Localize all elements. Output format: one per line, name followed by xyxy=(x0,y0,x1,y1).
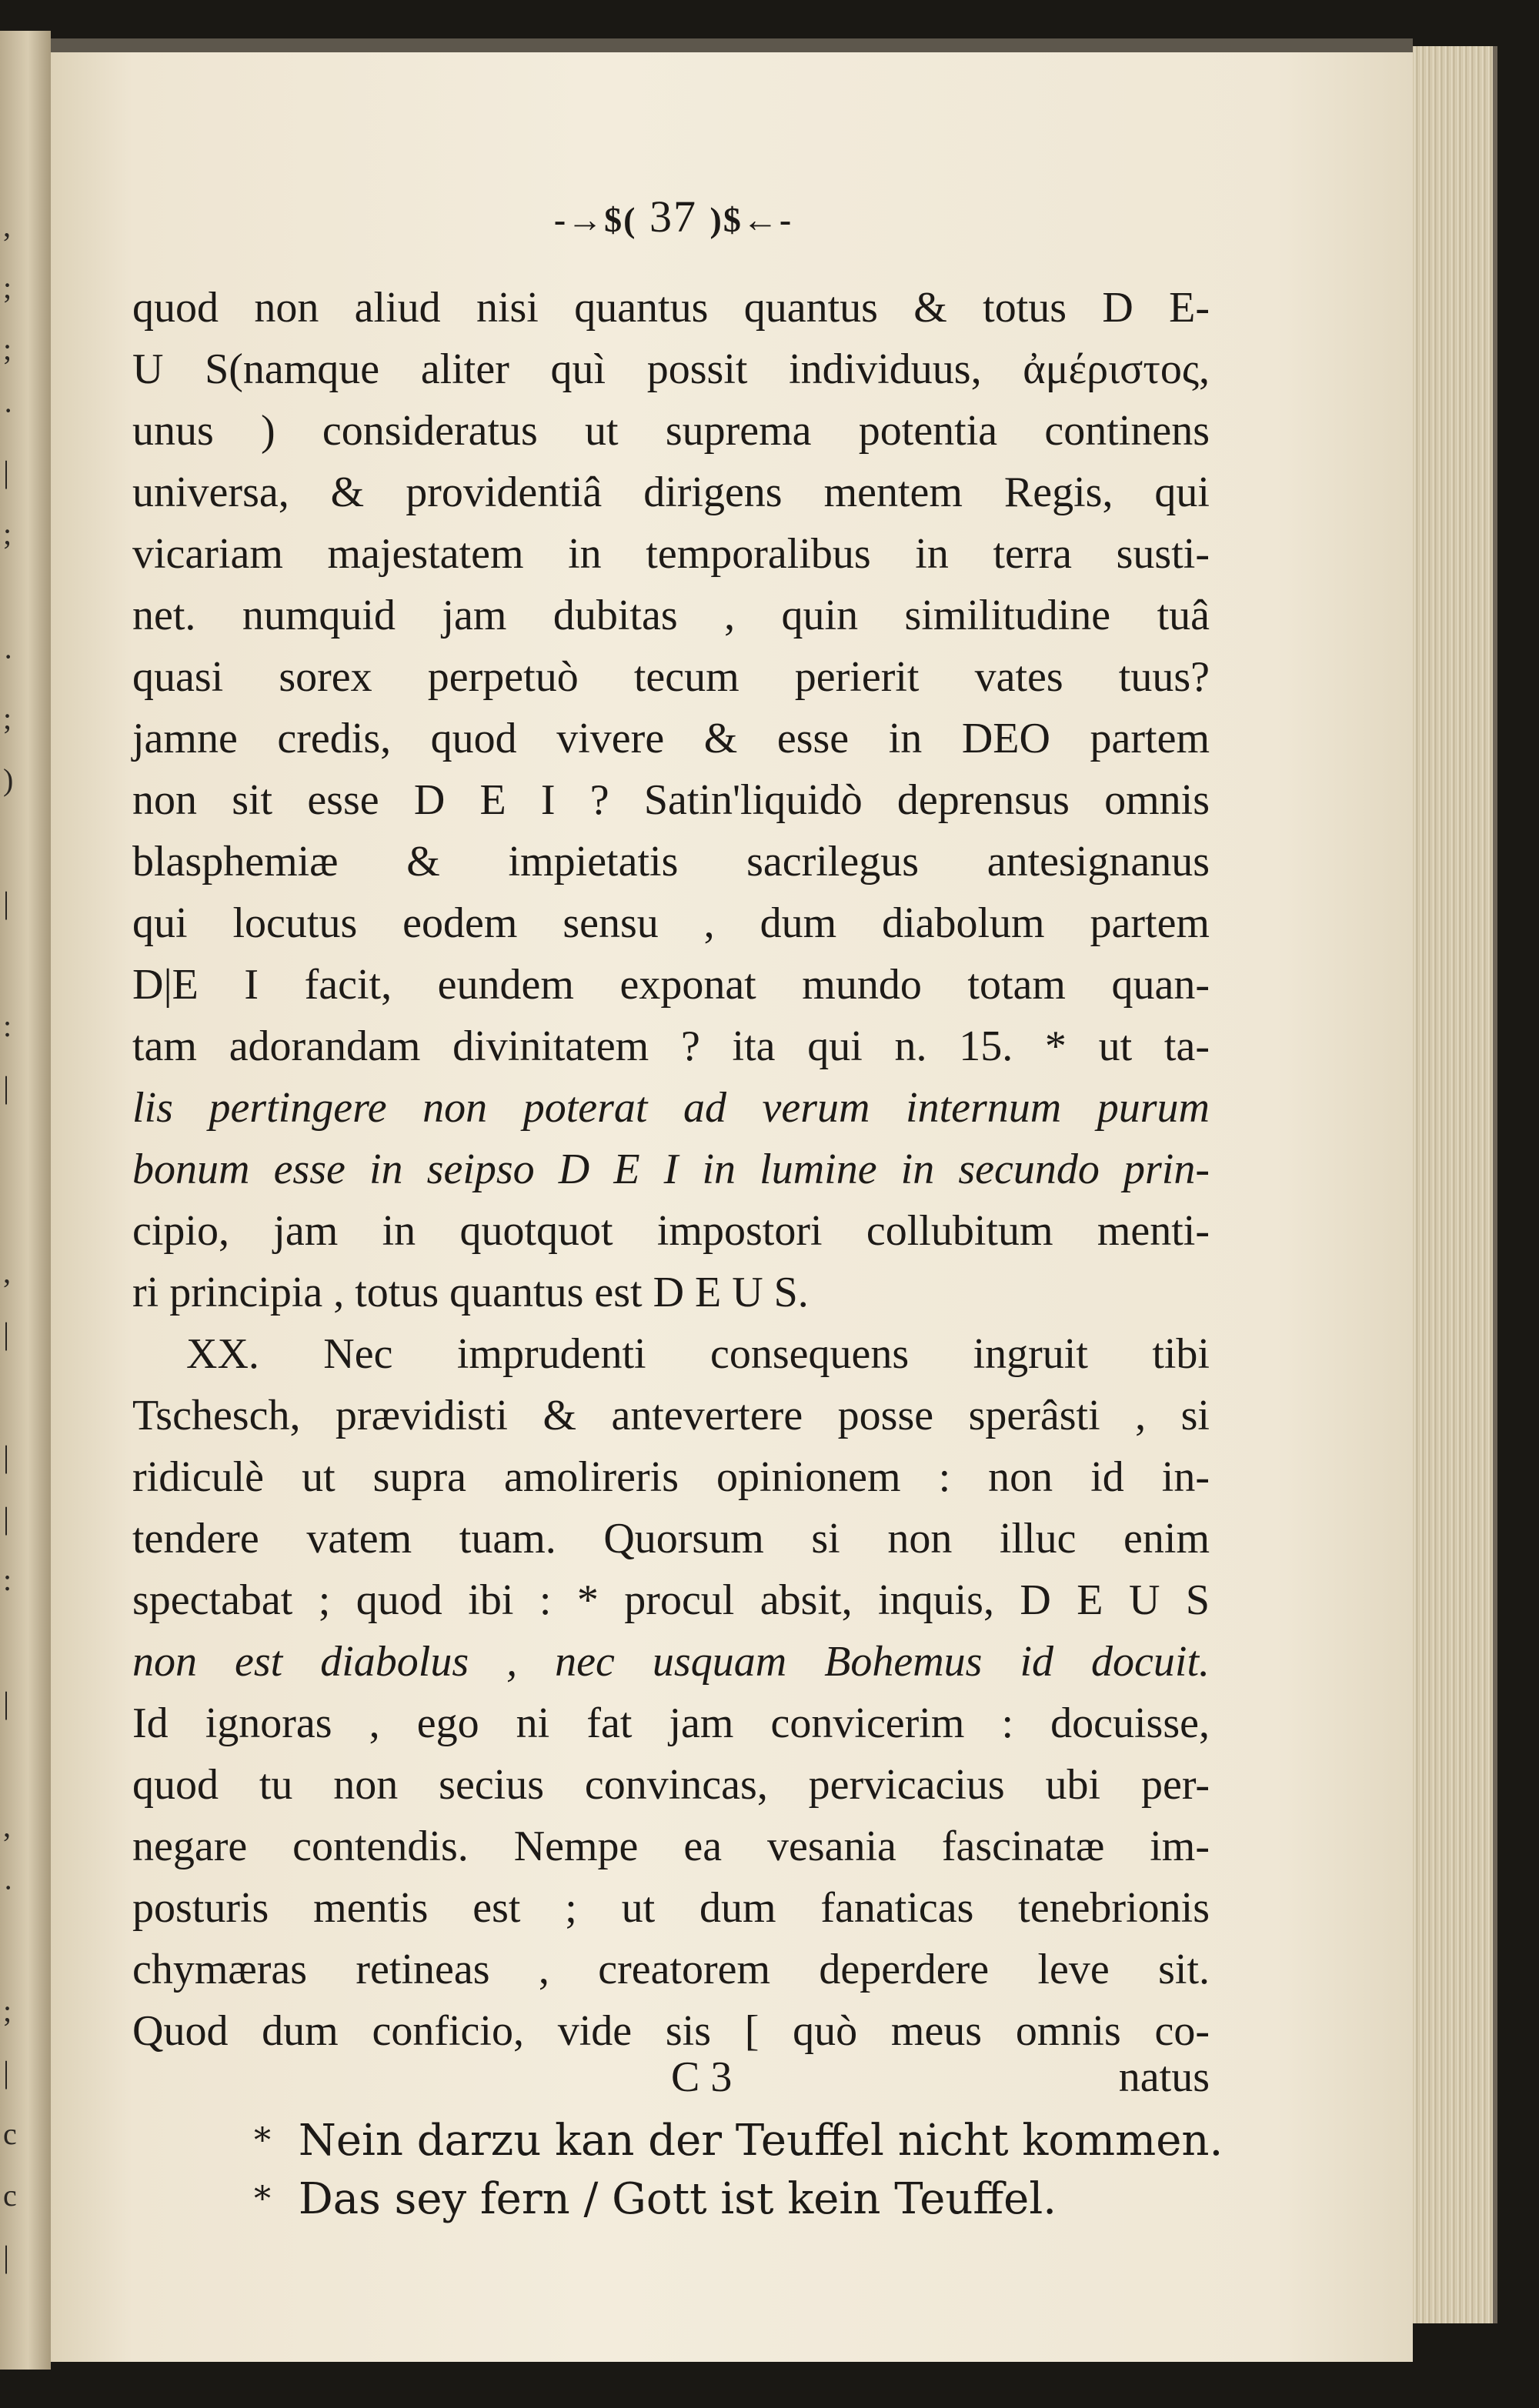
text-line: ri principia , totus quantus est D E U S. xyxy=(132,1269,809,1316)
text-line: qui locutus eodem sensu , dum diabolum partem xyxy=(132,899,1210,947)
page-number: 37 xyxy=(649,192,697,242)
text-line: vicariam majestatem in temporalibus in terra susti- xyxy=(132,530,1210,578)
text-line: Tschesch, prævidisti & antevertere posse sperâsti , si xyxy=(132,1392,1210,1439)
facing-page-edge xyxy=(0,31,51,2370)
header-ornament-left: -→$( xyxy=(553,200,637,239)
text-line: blasphemiæ & impietatis sacrilegus antesignanus xyxy=(132,838,1210,885)
text-line: non sit esse D E I ? Satin'liquidò deprensus omnis xyxy=(132,776,1210,824)
paragraph-start-line: XX. Nec imprudenti consequens ingruit tibi xyxy=(186,1330,1210,1378)
footnote-text: Das sey fern / Gott ist kein Teuffel. xyxy=(298,2174,1057,2224)
text-line: spectabat ; quod ibi : * procul absit, inquis, D E U S xyxy=(132,1576,1210,1624)
text-line: U S(namque aliter quì possit individuus, ἀμέριστος, xyxy=(132,345,1210,393)
catchword: natus xyxy=(1118,2053,1210,2101)
text-line: chymæras retineas , creatorem deperdere leve sit. xyxy=(132,1946,1210,1993)
text-line: ridiculè ut supra amolireris opinionem : non id in- xyxy=(132,1453,1210,1501)
footnote xyxy=(254,2112,1224,2170)
page-header xyxy=(523,191,823,252)
body-text xyxy=(132,277,1210,2062)
page-stack-edge xyxy=(1400,46,1497,2323)
text-line: Quod dum conficio, vide sis [ quò meus omnis co- xyxy=(132,2007,1210,2055)
header-ornament-right: )$←- xyxy=(709,200,793,239)
signature-row xyxy=(132,2046,1210,2108)
footnote-mark: * xyxy=(254,2121,271,2160)
text-line: D|E I facit, eundem exponat mundo totam quan- xyxy=(132,961,1210,1009)
text-line: net. numquid jam dubitas , quin similitudine tuâ xyxy=(132,592,1210,639)
text-line: quod non aliud nisi quantus quantus & totus D E- xyxy=(132,284,1210,332)
text-line: quod tu non secius convincas, pervicacius ubi per- xyxy=(132,1761,1210,1809)
text-line: universa, & providentiâ dirigens mentem Regis, qui xyxy=(132,469,1210,516)
text-line: unus ) consideratus ut suprema potentia continens xyxy=(132,407,1210,455)
facing-page-marks: , ; ; · | ; · ; ) | : | , | | | : | , · ; | c c | xyxy=(3,208,17,2274)
text-line: tendere vatem tuam. Quorsum si non illuc enim xyxy=(132,1515,1210,1563)
text-line: cipio, jam in quotquot impostori collubitum menti- xyxy=(132,1207,1210,1255)
text-line: Id ignoras , ego ni fat jam convicerim : docuisse, xyxy=(132,1699,1210,1747)
text-line: quasi sorex perpetuò tecum perierit vates tuus? xyxy=(132,653,1210,701)
signature-mark: C 3 xyxy=(671,2053,733,2101)
footnote xyxy=(254,2170,1224,2229)
text-line: posturis mentis est ; ut dum fanaticas tenebrionis xyxy=(132,1884,1210,1932)
text-line: tam adorandam divinitatem ? ita qui n. 15. * ut ta- xyxy=(132,1022,1210,1070)
text-line-italic: bonum esse in seipso D E I in lumine in secundo prin- xyxy=(132,1146,1210,1193)
text-line-italic: non est diabolus , nec usquam Bohemus id docuit. xyxy=(132,1638,1210,1686)
text-line: jamne credis, quod vivere & esse in DEO partem xyxy=(132,715,1210,762)
footnote-text: Nein darzu kan der Teuffel nicht kommen. xyxy=(298,2116,1224,2166)
footnotes xyxy=(254,2112,1224,2229)
text-line-italic: lis pertingere non poterat ad verum internum purum xyxy=(132,1084,1210,1132)
text-line: negare contendis. Nempe ea vesania fascinatæ im- xyxy=(132,1823,1210,1870)
footnote-mark: * xyxy=(254,2180,271,2219)
